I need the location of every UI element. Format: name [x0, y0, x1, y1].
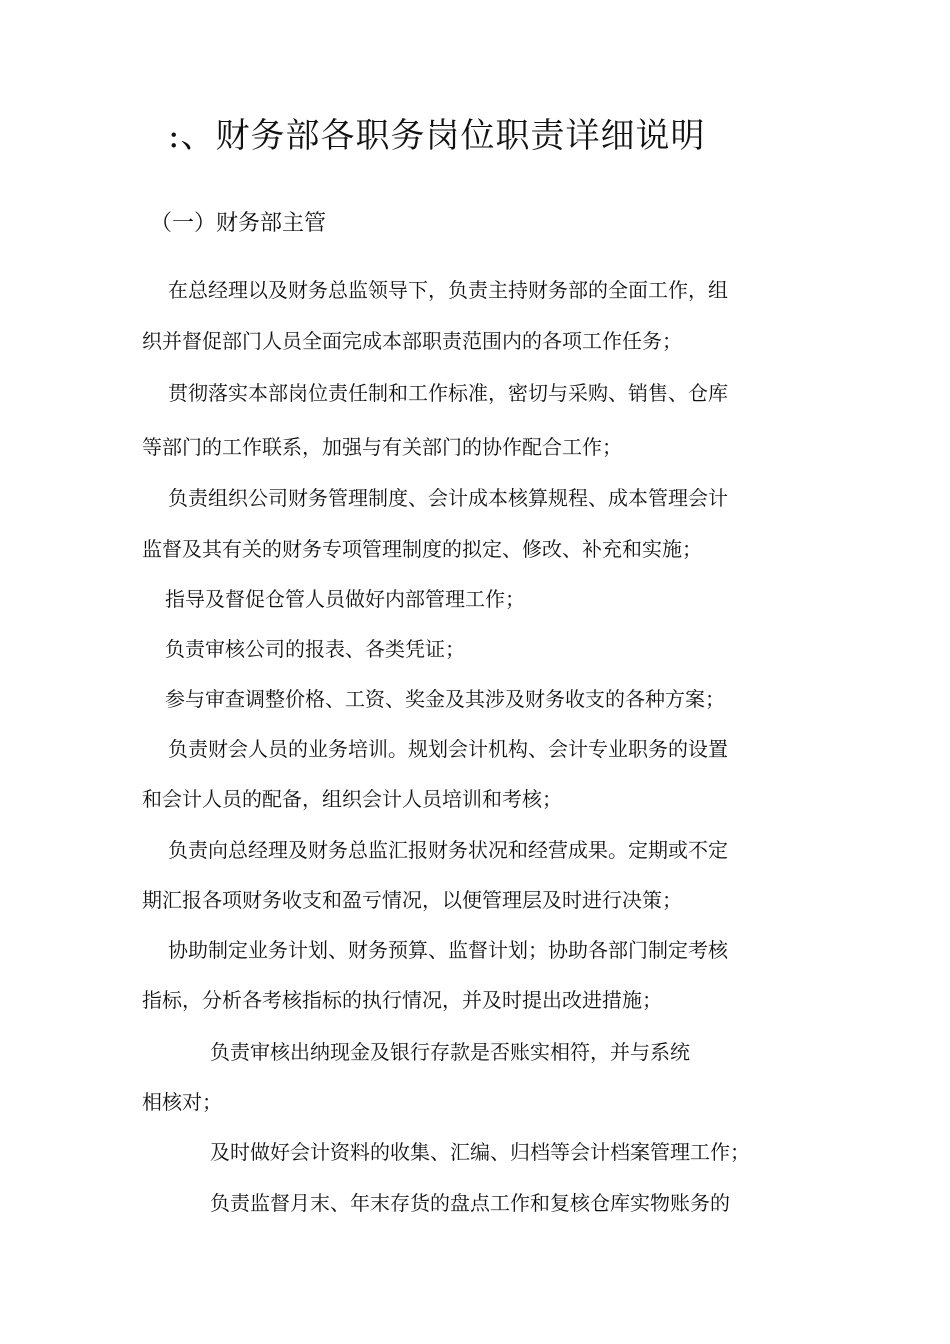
paragraph-line: 负责审核公司的报表、各类凭证； [165, 637, 465, 661]
paragraph-line: 负责监督月末、年末存货的盘点工作和复核仓库实物账务的 [210, 1191, 730, 1215]
paragraph-line: 协助制定业务计划、财务预算、监督计划；协助各部门制定考核 [168, 938, 728, 962]
paragraph-line: 负责审核出纳现金及银行存款是否账实相符，并与系统 [210, 1040, 690, 1064]
paragraph-line: 及时做好会计资料的收集、汇编、归档等会计档案管理工作； [210, 1140, 750, 1164]
paragraph-line: 和会计人员的配备，组织会计人员培训和考核； [142, 787, 562, 811]
paragraph-line: 相核对； [142, 1090, 222, 1114]
paragraph-line: 织并督促部门人员全面完成本部职责范围内的各项工作任务； [142, 329, 682, 353]
paragraph-line: 监督及其有关的财务专项管理制度的拟定、修改、补充和实施； [142, 537, 702, 561]
paragraph-line: 期汇报各项财务收支和盈亏情况，以便管理层及时进行决策； [142, 888, 682, 912]
paragraph-line: 负责财会人员的业务培训。规划会计机构、会计专业职务的设置 [168, 737, 728, 761]
section-heading: （一）财务部主管 [150, 211, 327, 236]
paragraph-line: 负责向总经理及财务总监汇报财务状况和经营成果。定期或不定 [168, 838, 728, 862]
paragraph-line: 指标，分析各考核指标的执行情况，并及时提出改进措施； [142, 988, 662, 1012]
paragraph-line: 贯彻落实本部岗位责任制和工作标准，密切与采购、销售、仓库 [168, 381, 728, 405]
document-title: :、财务部各职务岗位职责详细说明 [168, 116, 706, 156]
paragraph-line: 参与审查调整价格、工资、奖金及其涉及财务收支的各种方案； [165, 687, 725, 711]
paragraph-line: 指导及督促仓管人员做好内部管理工作； [165, 587, 525, 611]
paragraph-line: 在总经理以及财务总监领导下，负责主持财务部的全面工作，组 [168, 278, 728, 302]
paragraph-line: 等部门的工作联系，加强与有关部门的协作配合工作； [142, 435, 622, 459]
paragraph-line: 负责组织公司财务管理制度、会计成本核算规程、成本管理会计 [168, 486, 728, 510]
